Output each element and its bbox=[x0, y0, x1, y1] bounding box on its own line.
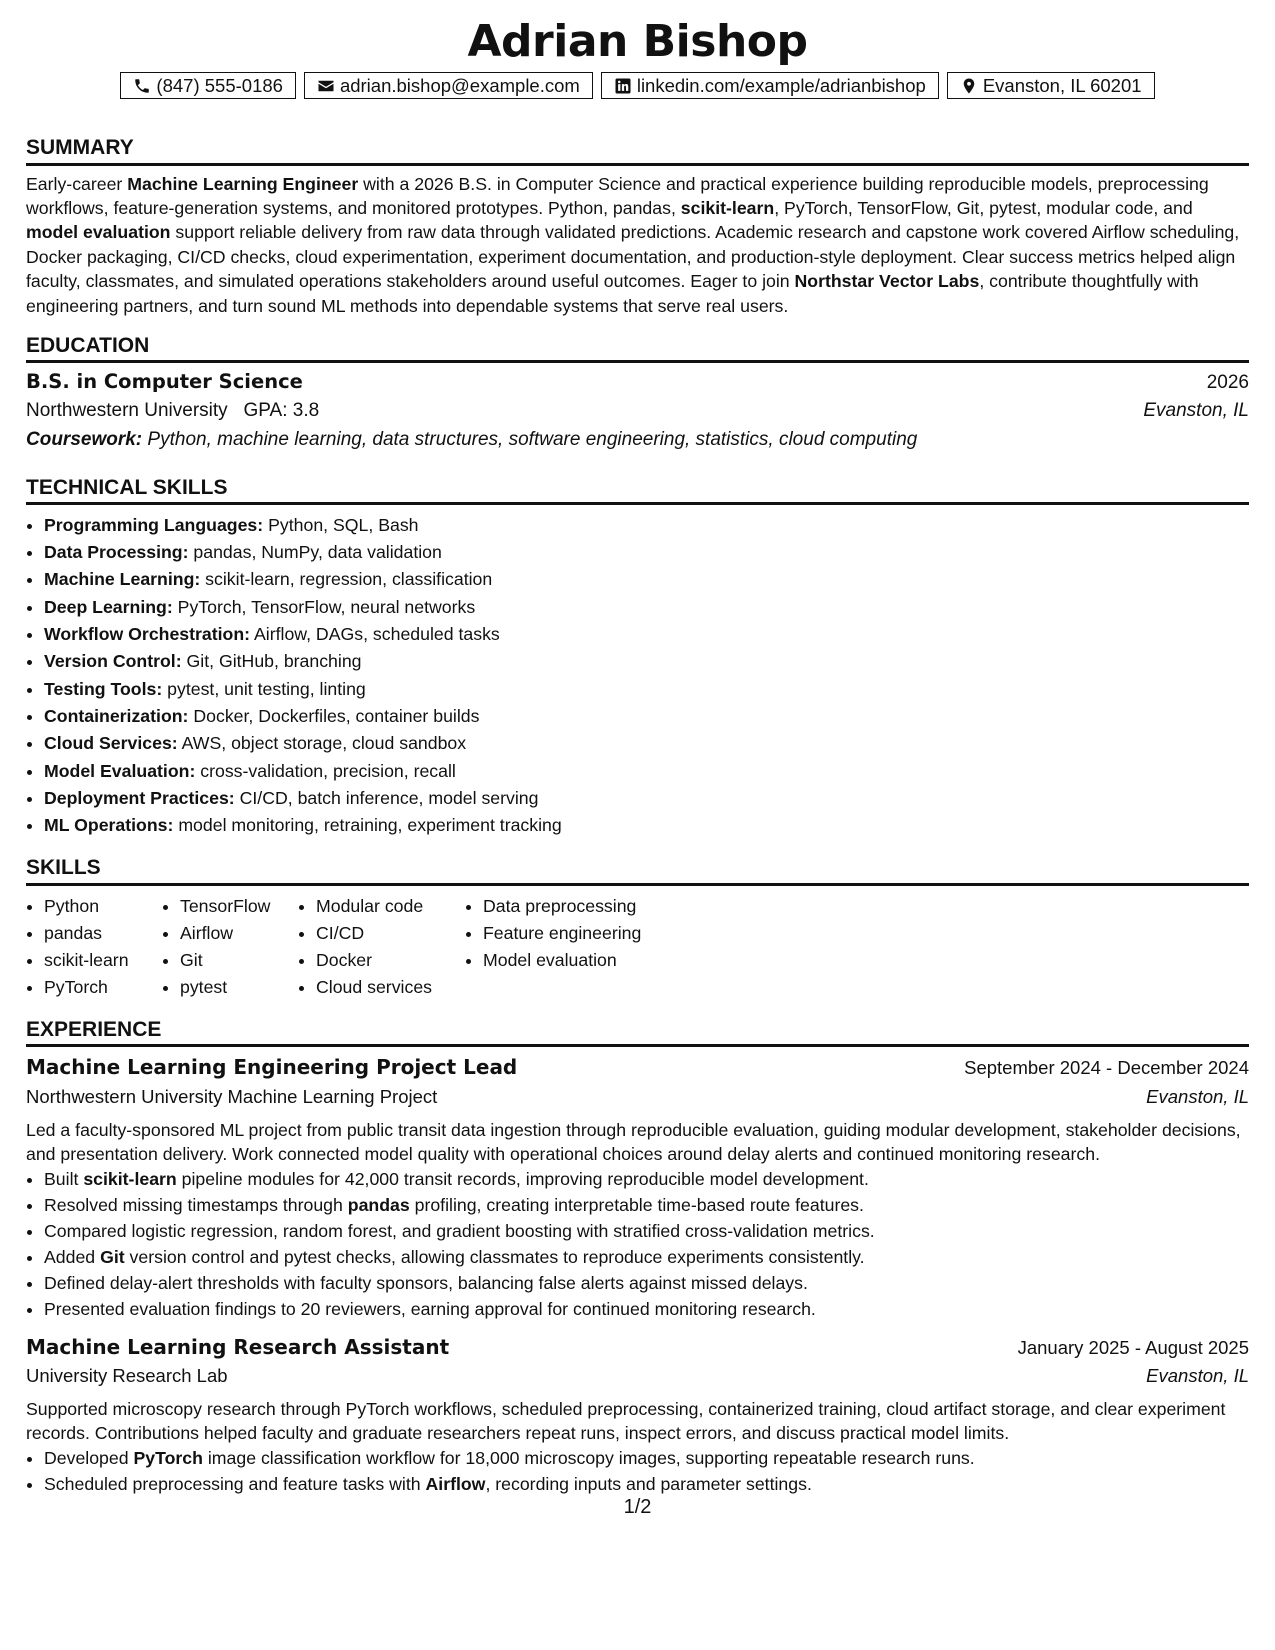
technical-skills-section bbox=[26, 475, 1249, 840]
job-dates: September 2024 - December 2024 bbox=[964, 1056, 1249, 1078]
job-description: Led a faculty-sponsored ML project from public transit data ingestion through reproducible evaluation, guiding modular development, stakeholder decisions, and presentation delivery. Work connected model quality with operational choices around delay alerts and continued monitoring research. bbox=[26, 1119, 1241, 1164]
list-item: • ML Operations: model monitoring, retraining, experiment tracking bbox=[44, 812, 1249, 839]
job-location: Evanston, IL bbox=[1146, 1085, 1249, 1107]
experience-section bbox=[26, 1017, 1249, 1497]
technical-skills-list bbox=[26, 512, 1249, 840]
school-line bbox=[26, 398, 319, 423]
degree-row bbox=[26, 369, 1249, 395]
list-item: • Version Control: Git, GitHub, branching bbox=[44, 648, 1249, 675]
list-item: • Git bbox=[180, 947, 298, 974]
list-item: • Deployment Practices: CI/CD, batch inference, model serving bbox=[44, 785, 1249, 812]
list-item: • Built scikit-learn pipeline modules for 42,000 transit records, improving reproducible model development. bbox=[44, 1166, 1249, 1192]
map-pin-icon bbox=[960, 77, 978, 95]
candidate-name: Adrian Bishop bbox=[467, 16, 808, 67]
list-item: • Airflow bbox=[180, 920, 298, 947]
list-item: • Workflow Orchestration: Airflow, DAGs, scheduled tasks bbox=[44, 621, 1249, 648]
summary-text: Early-career Machine Learning Engineer with a 2026 B.S. in Computer Science and practical experience building reproducible models, preprocessing workflows, feature-generation systems, and monitored prototypes. Python, pandas, scikit-learn, PyTorch, TensorFlow, Git, pytest, modular code, and model evaluation support reliable delivery from raw data through validated predictions. Academic research and capstone work covered Airflow scheduling, Docker packaging, CI/CD checks, cloud experimentation, experiment documentation, and production-style deployment. Clear success metrics helped align faculty, classmates, and simulated operations stakeholders around useful outcomes. Eager to join Northstar Vector Labs, contribute thoughtfully with engineering partners, and turn sound ML methods into dependable systems that serve real users. bbox=[26, 173, 1240, 316]
job-location: Evanston, IL bbox=[1146, 1365, 1249, 1387]
skills-section bbox=[26, 855, 1249, 1001]
job-title: Machine Learning Research Assistant bbox=[26, 1334, 450, 1359]
list-item: • Model Evaluation: cross-validation, precision, recall bbox=[44, 758, 1249, 785]
list-item: • scikit-learn bbox=[44, 947, 162, 974]
list-item: • Added Git version control and pytest checks, allowing classmates to reproduce experiments consistently. bbox=[44, 1244, 1249, 1270]
experience-heading: EXPERIENCE bbox=[26, 1017, 1249, 1047]
skills-column-2 bbox=[162, 893, 298, 1002]
linkedin-text: linkedin.com/example/adrianbishop bbox=[636, 74, 926, 96]
envelope-icon bbox=[317, 77, 335, 95]
job-entry bbox=[26, 1054, 1249, 1322]
technical-skills-heading: TECHNICAL SKILLS bbox=[26, 475, 1249, 505]
job-org: University Research Lab bbox=[26, 1365, 228, 1387]
list-item: • Data preprocessing bbox=[483, 893, 703, 920]
job-dates: January 2025 - August 2025 bbox=[1017, 1336, 1249, 1358]
list-item: • Modular code bbox=[316, 893, 465, 920]
job-bullets bbox=[26, 1445, 1249, 1497]
list-item: • Defined delay-alert thresholds with faculty sponsors, balancing false alerts against missed delays. bbox=[44, 1270, 1249, 1296]
skills-column-3 bbox=[298, 893, 465, 1002]
list-item: • Model evaluation bbox=[483, 947, 703, 974]
job-title: Machine Learning Engineering Project Lead bbox=[26, 1054, 518, 1079]
list-item: • Developed PyTorch image classification workflow for 18,000 microscopy images, supporting repeatable research runs. bbox=[44, 1445, 1249, 1471]
job-entry bbox=[26, 1334, 1249, 1498]
list-item: • Compared logistic regression, random forest, and gradient boosting with stratified cross-validation metrics. bbox=[44, 1218, 1249, 1244]
education-heading: EDUCATION bbox=[26, 333, 1249, 363]
list-item: • Testing Tools: pytest, unit testing, linting bbox=[44, 676, 1249, 703]
list-item: • Cloud Services: AWS, object storage, cloud sandbox bbox=[44, 730, 1249, 757]
contact-location[interactable] bbox=[947, 72, 1155, 99]
contact-bar bbox=[26, 72, 1249, 99]
contact-linkedin[interactable] bbox=[601, 72, 939, 99]
list-item: • Docker bbox=[316, 947, 465, 974]
list-item: • Cloud services bbox=[316, 974, 465, 1001]
job-description: Supported microscopy research through PyTorch workflows, scheduled preprocessing, containerized training, cloud artifact storage, and clear experiment records. Contributions helped faculty and graduate researchers repeat runs, inspect errors, and discuss practical model limits. bbox=[26, 1399, 1226, 1444]
job-org-row bbox=[26, 1364, 1249, 1389]
contact-email[interactable] bbox=[304, 72, 593, 99]
location-text: Evanston, IL 60201 bbox=[982, 74, 1142, 96]
skills-column-1 bbox=[26, 893, 162, 1002]
page-number: 1/2 bbox=[623, 1496, 652, 1518]
summary-section bbox=[26, 135, 1249, 318]
job-bullets bbox=[26, 1166, 1249, 1322]
list-item: • Feature engineering bbox=[483, 920, 703, 947]
gpa: GPA: 3.8 bbox=[243, 399, 320, 421]
skills-heading: SKILLS bbox=[26, 855, 1249, 885]
list-item: • Machine Learning: scikit-learn, regression, classification bbox=[44, 566, 1249, 593]
job-org: Northwestern University Machine Learning Project bbox=[26, 1085, 438, 1107]
coursework bbox=[26, 427, 1249, 452]
list-item: • Containerization: Docker, Dockerfiles, container builds bbox=[44, 703, 1249, 730]
list-item: • Presented evaluation findings to 20 reviewers, earning approval for continued monitoring research. bbox=[44, 1296, 1249, 1322]
list-item: • pytest bbox=[180, 974, 298, 1001]
degree-title: B.S. in Computer Science bbox=[26, 370, 303, 394]
graduation-year: 2026 bbox=[1206, 372, 1249, 394]
list-item: • Programming Languages: Python, SQL, Bash bbox=[44, 512, 1249, 539]
list-item: • Deep Learning: PyTorch, TensorFlow, neural networks bbox=[44, 594, 1249, 621]
linkedin-icon bbox=[614, 77, 632, 95]
job-header bbox=[26, 1054, 1249, 1081]
list-item: • Scheduled preprocessing and feature tasks with Airflow, recording inputs and parameter settings. bbox=[44, 1471, 1249, 1497]
job-header bbox=[26, 1334, 1249, 1361]
list-item: • PyTorch bbox=[44, 974, 162, 1001]
school-name: Northwestern University bbox=[26, 399, 228, 421]
contact-phone[interactable] bbox=[120, 72, 296, 99]
skills-columns bbox=[26, 893, 1249, 1002]
skills-column-4 bbox=[465, 893, 703, 1002]
education-section bbox=[26, 333, 1249, 453]
list-item: • Resolved missing timestamps through pandas profiling, creating interpretable time-based route features. bbox=[44, 1192, 1249, 1218]
job-org-row bbox=[26, 1085, 1249, 1110]
phone-icon bbox=[133, 77, 151, 95]
list-item: • TensorFlow bbox=[180, 893, 298, 920]
coursework-text: Python, machine learning, data structures, software engineering, statistics, cloud computing bbox=[142, 429, 918, 451]
coursework-label: Coursework: bbox=[26, 429, 143, 451]
summary-heading: SUMMARY bbox=[26, 135, 1249, 165]
email-text: adrian.bishop@example.com bbox=[339, 74, 580, 96]
list-item: • pandas bbox=[44, 920, 162, 947]
school-row bbox=[26, 398, 1249, 423]
list-item: • CI/CD bbox=[316, 920, 465, 947]
phone-text: (847) 555-0186 bbox=[156, 74, 283, 96]
school-location: Evanston, IL bbox=[1143, 399, 1249, 421]
list-item: • Python bbox=[44, 893, 162, 920]
list-item: • Data Processing: pandas, NumPy, data validation bbox=[44, 539, 1249, 566]
